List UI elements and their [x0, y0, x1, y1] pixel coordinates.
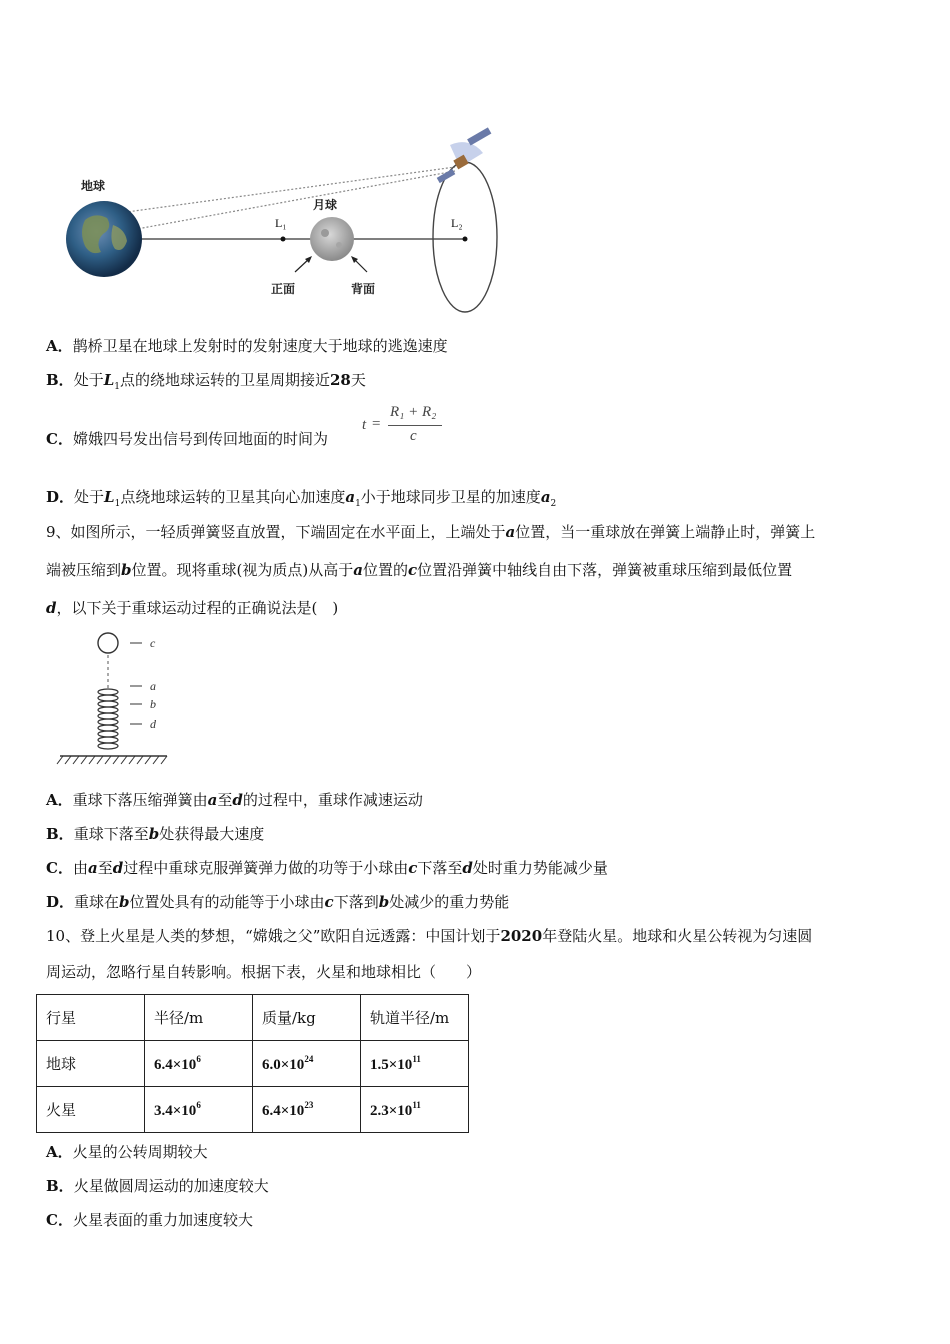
q8-option-a[interactable]: [46, 336, 448, 356]
option-letter: B．: [46, 371, 74, 389]
q9-text: 位置的: [362, 561, 408, 579]
table-cell-planet: 火星: [37, 1087, 145, 1133]
option-text: 下落至: [417, 859, 463, 877]
option-text-2: 点绕地球运转的卫星其向心加速度: [120, 488, 346, 506]
option-text: 过程中重球克服弹簧弹力做的功等于小球由: [123, 859, 409, 877]
q9-text: 位置。现将重球(视为质点)从高于: [131, 561, 354, 579]
q9-text: 9、如图所示，一轻质弹簧竖直放置，下端固定在水平面上，上端处于: [46, 523, 506, 541]
exponent: 6: [196, 1099, 201, 1110]
q9-text: 位置沿弹簧中轴线自由下落，弹簧被重球压缩到最低位置: [417, 561, 793, 579]
q10-text: 年登陆火星。地球和火星公转视为匀速圆: [542, 927, 813, 945]
q10-text: 10、登上火星是人类的梦想，“嫦娥之父”欧阳自远透露：中国计划于: [46, 927, 501, 945]
var: d: [112, 859, 124, 877]
earth-label: 地球: [81, 179, 106, 193]
option-text: 处获得最大速度: [159, 825, 265, 843]
var-b: b: [121, 561, 132, 579]
value: 3.4×10: [154, 1102, 197, 1119]
moon-crater-2: [336, 242, 342, 248]
q9-stem-line-3: [46, 598, 338, 618]
label-b: b: [150, 697, 156, 711]
var: a: [87, 859, 98, 877]
value: 6.4×10: [154, 1056, 197, 1073]
table-cell-mass: [253, 1041, 361, 1087]
option-letter: B．: [46, 825, 74, 843]
q9-stem-line-1: [46, 522, 815, 542]
option-letter: A．: [46, 791, 73, 809]
var-a2-sub: 2: [550, 499, 557, 509]
var-d: d: [46, 599, 57, 617]
earth-globe: [66, 201, 142, 277]
var-a1-sub: 1: [355, 499, 361, 509]
option-text: 处时重力势能减少量: [472, 859, 608, 877]
option-text: 嫦娥四号发出信号到传回地面的时间为: [72, 430, 328, 448]
var: c: [324, 893, 334, 911]
l1-point: [281, 237, 286, 242]
label-d: d: [150, 717, 156, 731]
year: 2020: [500, 927, 543, 945]
spring-diagram: [55, 628, 175, 773]
q10-stem-line-2: [46, 962, 481, 982]
table-cell-radius: [145, 1087, 253, 1133]
exponent: 11: [412, 1053, 421, 1064]
formula-denominator: c: [410, 428, 417, 444]
value: 6.0×10: [262, 1056, 305, 1073]
q8-option-c[interactable]: [46, 429, 328, 449]
option-text-2: 点的绕地球运转的卫星周期接近: [119, 371, 330, 389]
table-header-cell: 轨道半径/m: [361, 995, 469, 1041]
satellite-panel: [467, 127, 491, 145]
option-text: 重球在: [74, 893, 120, 911]
q9-text: 位置，当一重球放在弹簧上端静止时，弹簧上: [515, 523, 816, 541]
var: a: [207, 791, 218, 809]
option-text: 至: [217, 791, 233, 809]
formula-t: t: [362, 417, 367, 433]
option-text: 处于: [74, 488, 105, 506]
q9-option-b[interactable]: [46, 824, 264, 844]
q9-text: 端被压缩到: [46, 561, 122, 579]
moon-crater: [321, 229, 329, 237]
table-header-cell: 质量/kg: [253, 995, 361, 1041]
q9-option-a[interactable]: [46, 790, 423, 810]
fraction-bar: [388, 425, 442, 426]
q9-stem-line-2: [46, 560, 792, 580]
option-letter: A．: [46, 1143, 73, 1161]
exponent: 23: [304, 1099, 314, 1110]
var-l: L: [103, 371, 115, 389]
value: 6.4×10: [262, 1102, 305, 1119]
option-text-3: 天: [350, 371, 366, 389]
planet-data-table: [36, 994, 469, 1133]
option-text: 重球下落压缩弹簧由: [72, 791, 208, 809]
option-text: 至: [97, 859, 113, 877]
option-letter: C．: [46, 430, 73, 448]
table-cell-planet: 地球: [37, 1041, 145, 1087]
var-a: a: [505, 523, 516, 541]
var-l-sub: 1: [114, 499, 121, 509]
var-l-sub: 1: [114, 382, 120, 392]
option-text-3: 小于地球同步卫星的加速度: [360, 488, 541, 506]
q9-option-d[interactable]: [46, 892, 509, 912]
option-text: 下落到: [333, 893, 379, 911]
q9-text: ，以下关于重球运动过程的正确说法是( ): [56, 599, 339, 617]
option-text: 鹊桥卫星在地球上发射时的发射速度大于地球的逃逸速度: [72, 337, 448, 355]
q10-text: 周运动，忽略行星自转影响。根据下表，火星和地球相比（ ）: [46, 963, 482, 981]
option-text: 重球下落至: [73, 825, 149, 843]
q8-option-d[interactable]: [46, 487, 556, 514]
option-letter: B．: [46, 1177, 74, 1195]
formula-eq: =: [372, 416, 381, 432]
dashed-sightline-upper: [105, 167, 455, 215]
var-a1: a: [345, 488, 356, 506]
satellite-panel-2: [437, 169, 456, 183]
q10-stem-line-1: [46, 926, 812, 946]
ground-hatch: [57, 756, 167, 764]
var: d: [462, 859, 473, 877]
option-text: 位置处具有的动能等于小球由: [129, 893, 325, 911]
option-text: 处减少的重力势能: [389, 893, 510, 911]
var-a: a: [353, 561, 363, 579]
table-row: [37, 1041, 469, 1087]
spring-coil: [98, 689, 118, 749]
days-number: 28: [330, 371, 351, 389]
option-letter: D．: [46, 488, 75, 506]
l2-label: L₂: [451, 216, 463, 230]
option-text: 由: [72, 859, 88, 877]
table-cell-orbit: [361, 1041, 469, 1087]
option-letter: A．: [46, 337, 73, 355]
option-text: 火星表面的重力加速度较大: [72, 1211, 253, 1229]
exponent: 6: [196, 1053, 201, 1064]
option-letter: C．: [46, 1211, 73, 1229]
label-c: c: [150, 636, 156, 650]
var: b: [119, 893, 130, 911]
formula-numerator: R₁ + R₂: [390, 404, 437, 420]
option-text: 火星的公转周期较大: [72, 1143, 208, 1161]
table-row: [37, 1087, 469, 1133]
var: b: [148, 825, 160, 843]
var: c: [408, 859, 418, 877]
var-c: c: [407, 561, 418, 579]
table-header-cell: 行星: [37, 995, 145, 1041]
value: 1.5×10: [370, 1056, 413, 1073]
earth-moon-diagram: [55, 125, 515, 320]
option-text: 的过程中，重球作减速运动: [242, 791, 423, 809]
option-text: 火星做圆周运动的加速度较大: [73, 1177, 269, 1195]
moon-globe: [310, 217, 354, 261]
value: 2.3×10: [370, 1102, 413, 1119]
var-l: L: [104, 488, 115, 506]
option-letter: D．: [46, 893, 75, 911]
exponent: 11: [412, 1099, 421, 1110]
table-header-cell: 半径/m: [145, 995, 253, 1041]
q10-option-b[interactable]: [46, 1176, 269, 1196]
front-label: 正面: [271, 282, 296, 296]
ball: [98, 633, 118, 653]
moon-label: 月球: [313, 198, 338, 212]
q9-option-c[interactable]: [46, 858, 608, 878]
back-label: 背面: [351, 282, 376, 296]
exponent: 24: [304, 1053, 314, 1064]
var: d: [232, 791, 243, 809]
table-cell-mass: [253, 1087, 361, 1133]
table-cell-radius: [145, 1041, 253, 1087]
l2-point: [463, 237, 468, 242]
q10-option-a[interactable]: [46, 1142, 208, 1162]
label-a: a: [150, 679, 156, 693]
var-a2: a: [540, 488, 551, 506]
table-cell-orbit: [361, 1087, 469, 1133]
option-letter: C．: [46, 859, 73, 877]
l1-label: L₁: [275, 216, 287, 230]
q8-option-b[interactable]: [46, 370, 366, 397]
q10-option-c[interactable]: [46, 1210, 253, 1230]
table-header-row: [37, 995, 469, 1041]
option-text: 处于: [73, 371, 104, 389]
var: b: [378, 893, 390, 911]
